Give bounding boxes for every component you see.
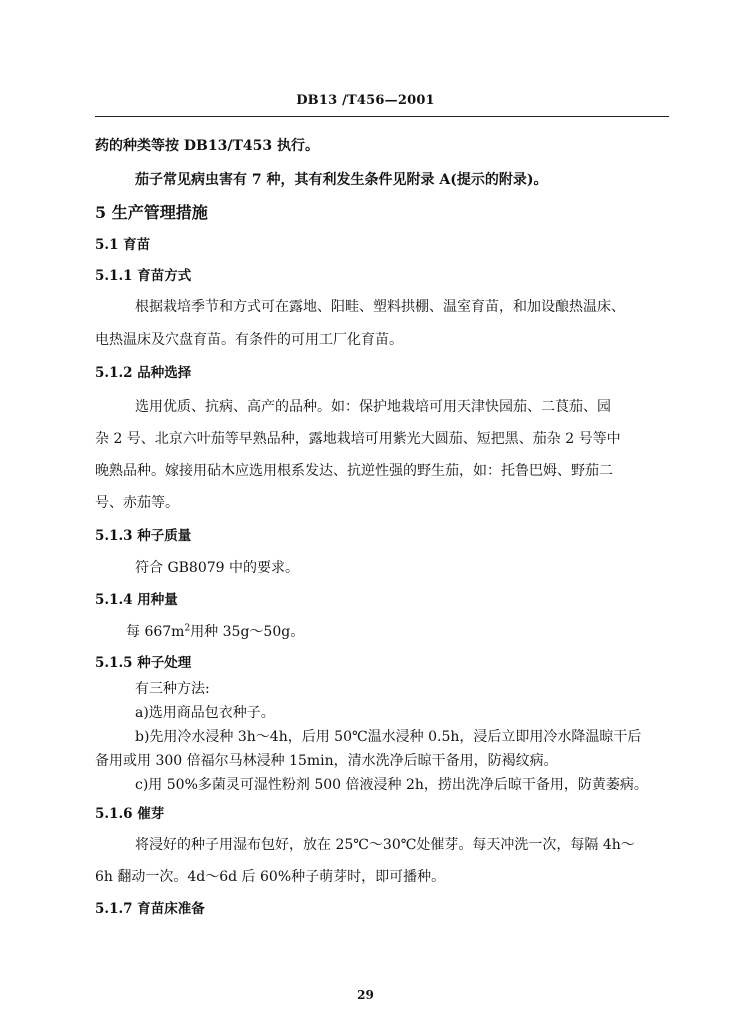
seed-amount-suffix: 用种 35g～50g。: [190, 624, 305, 640]
paragraph-line: 将浸好的种子用湿布包好，放在 25℃～30℃处催芽。每天冲洗一次，每隔 4h～: [135, 837, 635, 853]
section-heading: 5 生产管理措施: [95, 203, 208, 222]
document-code-header: DB13 /T456—2001: [296, 93, 435, 108]
paragraph-line: [126, 623, 304, 641]
paragraph-line: 茄子常见病虫害有 7 种，其有利发生条件见附录 A(提示的附录)。: [135, 172, 548, 188]
paragraph-line: 电热温床及穴盘育苗。有条件的可用工厂化育苗。: [95, 332, 403, 348]
paragraph-line: 药的种类等按 DB13/T453 执行。: [95, 138, 319, 154]
paragraph-line: 有三种方法:: [135, 681, 210, 697]
paragraph-line: 6h 翻动一次。4d～6d 后 60%种子萌芽时，即可播种。: [95, 869, 446, 885]
subsection-heading: 5.1.1 育苗方式: [95, 268, 192, 284]
paragraph-line: 符合 GB8079 中的要求。: [135, 560, 300, 576]
list-item: c)用 50%多菌灵可湿性粉剂 500 倍液浸种 2h，捞出洗净后晾干备用，防黄萎病。: [135, 777, 648, 793]
subsection-heading: 5.1.2 品种选择: [95, 365, 192, 381]
subsection-heading: 5.1.3 种子质量: [95, 528, 192, 544]
subsection-heading: 5.1.6 催芽: [95, 806, 165, 822]
subsection-heading: 5.1 育苗: [95, 237, 151, 253]
list-item: b)先用冷水浸种 3h～4h，后用 50℃温水浸种 0.5h，浸后立即用冷水降温晾干后: [135, 729, 642, 745]
subsection-heading: 5.1.5 种子处理: [95, 655, 192, 671]
subsection-heading: 5.1.7 育苗床准备: [95, 901, 205, 917]
paragraph-line: 选用优质、抗病、高产的品种。如：保护地栽培可用天津快园茄、二茛茄、园: [135, 399, 611, 415]
seed-amount-prefix: 每 667m: [126, 624, 185, 640]
subsection-heading: 5.1.4 用种量: [95, 592, 178, 608]
list-item: a)选用商品包衣种子。: [135, 705, 275, 721]
page-number: 29: [357, 988, 374, 1002]
superscript-exponent: 2: [184, 623, 191, 634]
paragraph-line: 号、赤茄等。: [95, 495, 179, 511]
header-rule: [95, 116, 669, 117]
paragraph-line: 根据栽培季节和方式可在露地、阳畦、塑料拱棚、温室育苗，和加设酿热温床、: [135, 299, 625, 315]
paragraph-line: 晚熟品种。嫁接用砧木应选用根系发达、抗逆性强的野生茄，如：托鲁巴姆、野茄二: [95, 463, 613, 479]
paragraph-line: 备用或用 300 倍福尔马林浸种 15min，清水洗净后晾干备用，防褐纹病。: [95, 753, 558, 769]
paragraph-line: 杂 2 号、北京六叶茄等早熟品种，露地栽培可用紫光大圆茄、短把黑、茄杂 2 号等中: [95, 431, 621, 447]
